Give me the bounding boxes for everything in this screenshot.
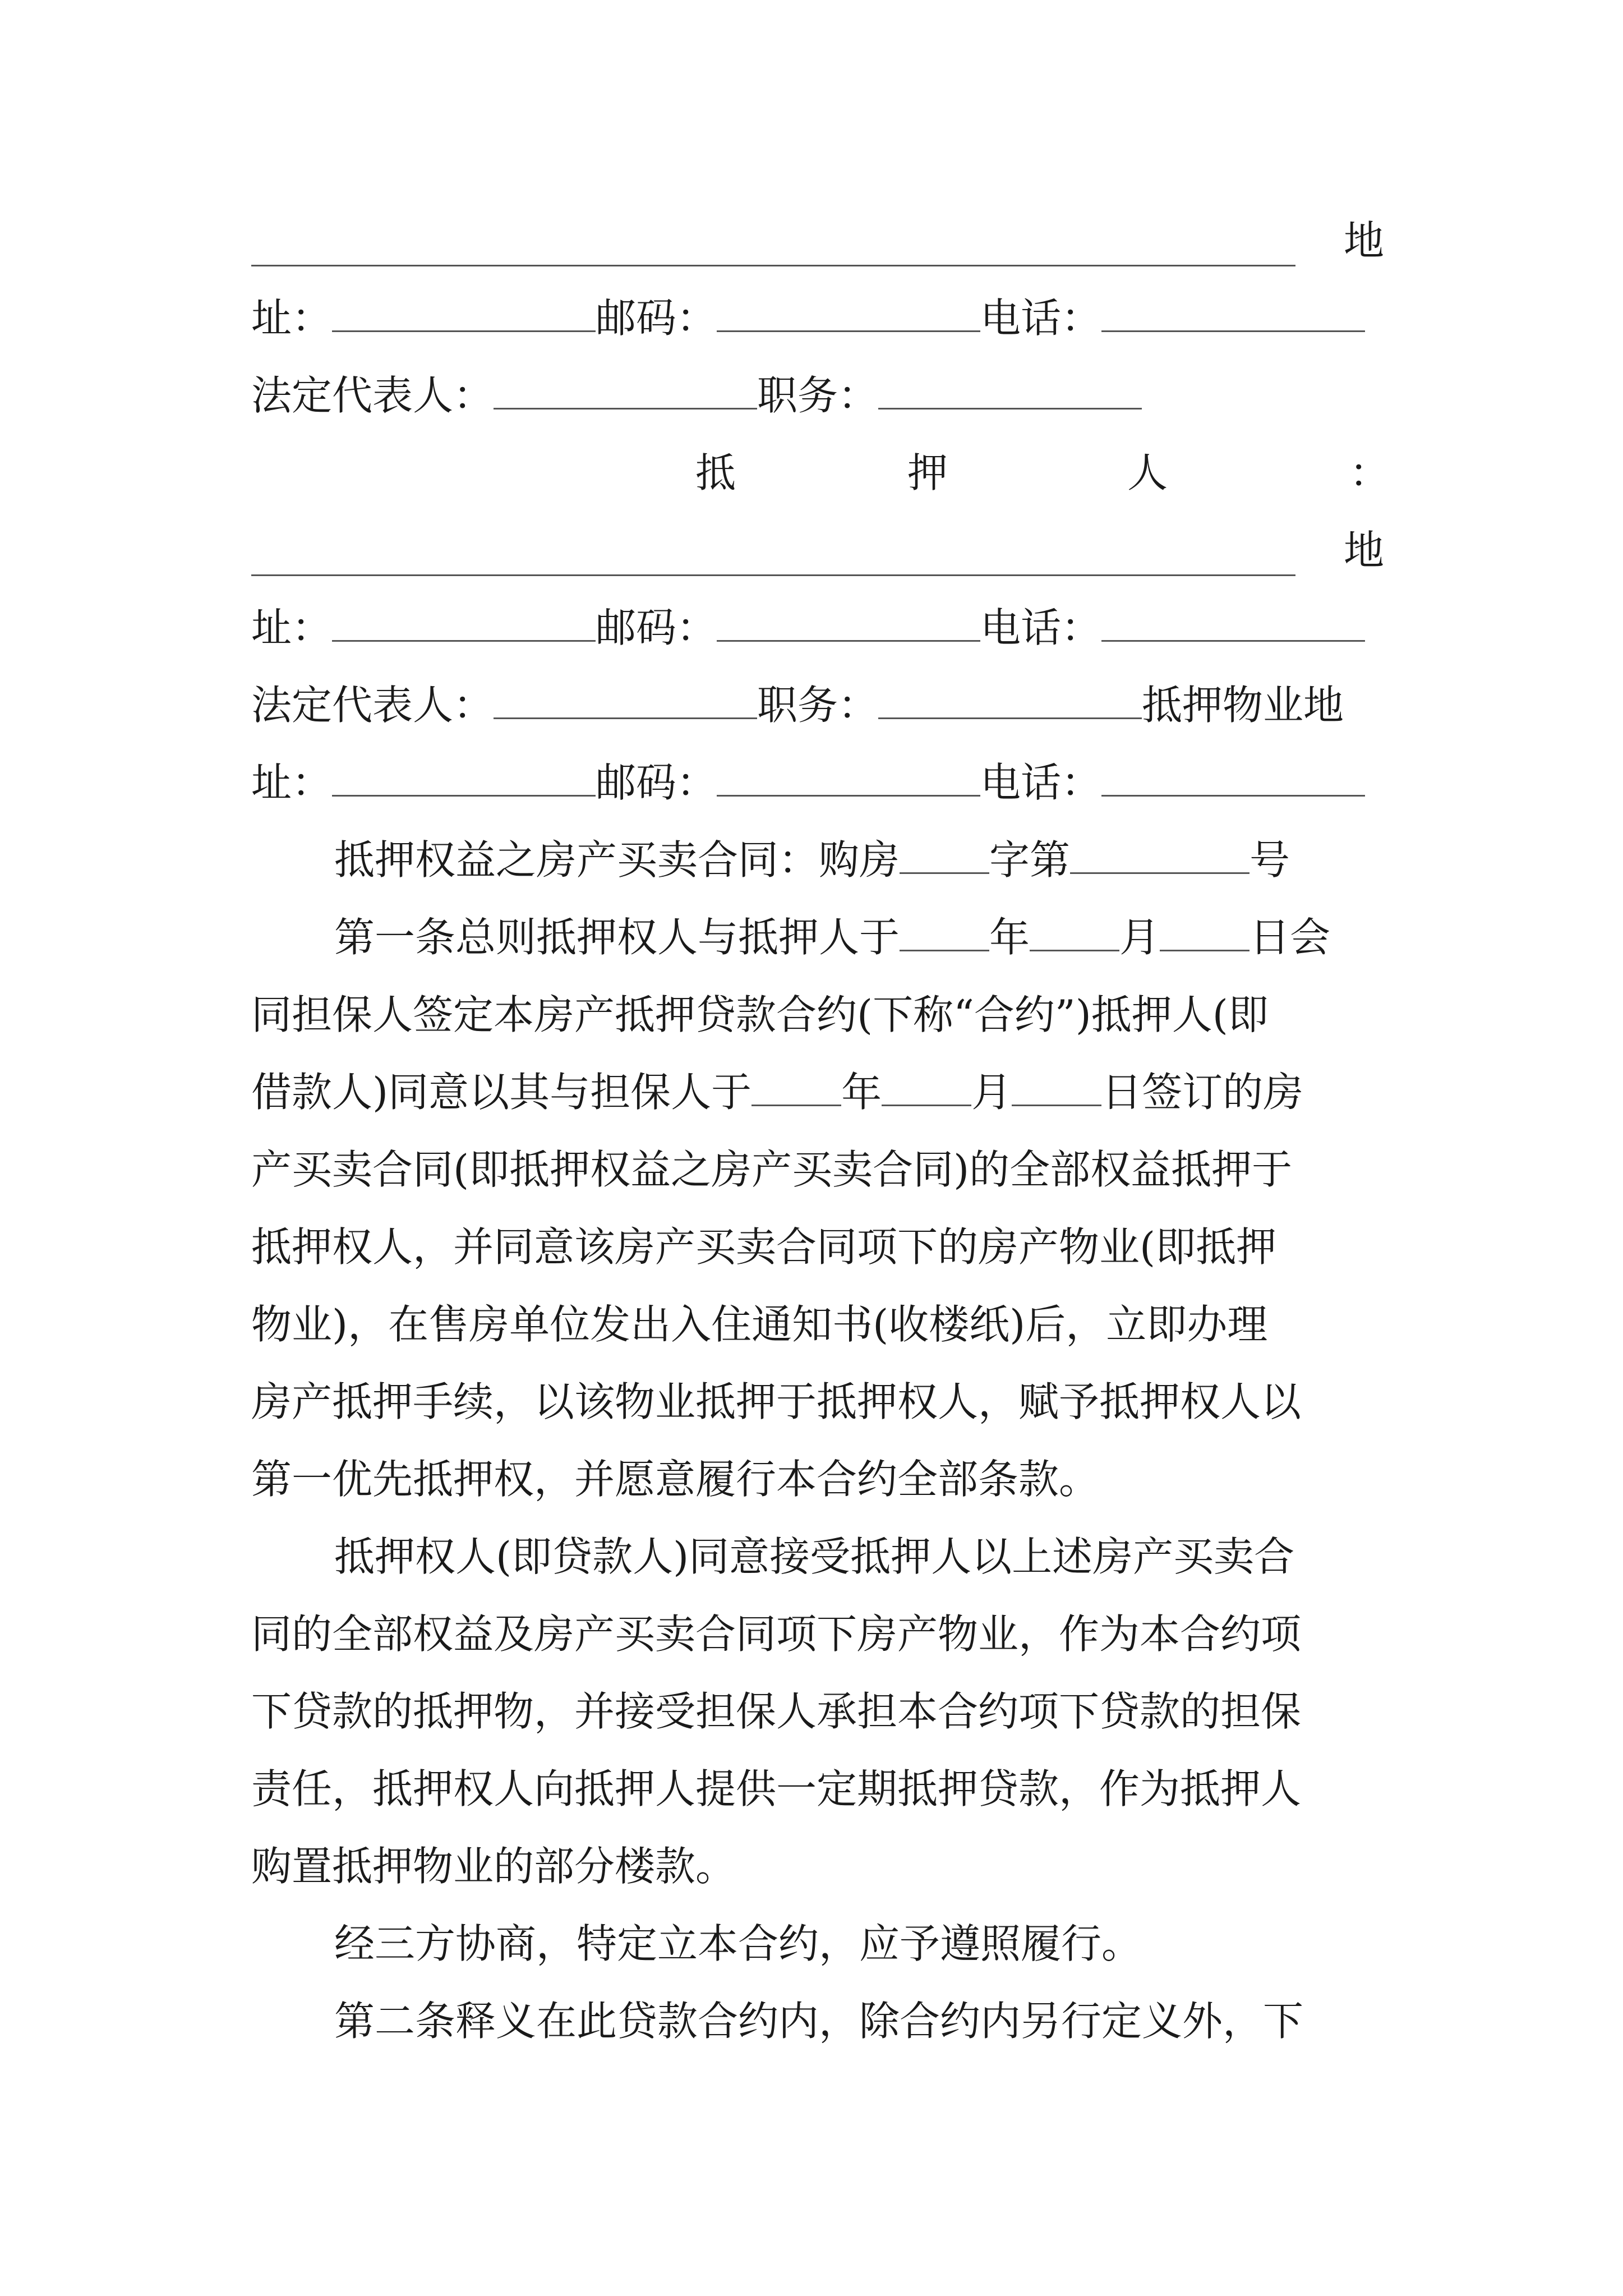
mortgagor-title-char: 抵 — [695, 449, 736, 496]
mortgagor-address-line-1 — [251, 512, 1390, 589]
mortgagor-title-char: 人 — [1127, 449, 1168, 496]
mortgagor-title-char: 押 — [907, 449, 948, 496]
article1-text: 第一条总则抵押权人与抵押人于 — [334, 914, 900, 961]
article1-text: 物业)，在售房单位发出入住通知书(收楼纸)后，立即办理 — [251, 1301, 1268, 1348]
mortgagor-address-postcode-phone-line — [251, 589, 1390, 666]
article1-line-5 — [251, 1208, 1390, 1286]
para2-line-2 — [251, 1595, 1390, 1673]
document-page — [251, 202, 1390, 2060]
year-label: 年 — [841, 1069, 882, 1116]
address-blank[interactable] — [251, 231, 1295, 266]
property-address-label: 抵押物业地 — [1142, 682, 1344, 729]
postcode-field[interactable] — [717, 606, 980, 642]
para2-text: 责任，抵押权人向抵押人提供一定期抵押贷款，作为抵押人 — [251, 1765, 1302, 1812]
contract-ref-prefix: 抵押权益之房产买卖合同：购房 — [334, 836, 900, 884]
para2-text: 购置抵押物业的部分楼款。 — [251, 1843, 736, 1890]
address-label: 址： — [251, 759, 333, 806]
address-line-1 — [251, 202, 1390, 279]
property-phone-field[interactable] — [1101, 761, 1365, 797]
article1-line-2 — [251, 976, 1390, 1053]
year-field[interactable] — [900, 916, 989, 951]
para2-line-4 — [251, 1750, 1390, 1828]
mortgagor-title-char: ： — [1349, 449, 1390, 496]
postcode-field[interactable] — [717, 297, 980, 332]
article2-line-1 — [251, 1982, 1390, 2060]
position-field[interactable] — [878, 684, 1142, 719]
day-field[interactable] — [1160, 916, 1249, 951]
para2-text: 抵押权人(即贷款人)同意接受抵押人以上述房产买卖合 — [334, 1533, 1295, 1580]
para2-line-5 — [251, 1828, 1390, 1905]
postcode-label: 邮码： — [596, 295, 717, 342]
article1-line-7 — [251, 1363, 1390, 1441]
address-label: 址： — [251, 295, 333, 342]
phone-field[interactable] — [1101, 606, 1365, 642]
article1-text: 抵押权人，并同意该房产买卖合同项下的房产物业(即抵押 — [251, 1223, 1277, 1271]
contract-ref-number-field[interactable] — [1070, 839, 1249, 874]
address-label: 址： — [251, 604, 333, 651]
para3-text: 经三方协商，特定立本合约，应予遵照履行。 — [334, 1920, 1142, 1967]
article1-text: 产买卖合同(即抵押权益之房产买卖合同)的全部权益抵押于 — [251, 1146, 1293, 1193]
article1-line-3 — [251, 1053, 1390, 1131]
address-field[interactable] — [332, 606, 596, 642]
phone-label: 电话： — [980, 759, 1102, 806]
article1-text: 房产抵押手续，以该物业抵押于抵押权人，赋予抵押权人以 — [251, 1378, 1302, 1425]
article1-line-4 — [251, 1131, 1390, 1208]
legal-rep-field[interactable] — [494, 374, 757, 409]
article1-text: 借款人)同意以其与担保人于 — [251, 1069, 752, 1116]
month-label: 月 — [971, 1069, 1012, 1116]
phone-label: 电话： — [980, 295, 1102, 342]
postcode-label: 邮码： — [596, 604, 717, 651]
mortgagor-legal-rep-line — [251, 666, 1390, 744]
address-label-char: 地 — [1344, 217, 1385, 264]
article1-text: 同担保人签定本房产抵押贷款合约(下称“合约”)抵押人(即 — [251, 991, 1269, 1038]
position-label: 职务： — [757, 682, 879, 729]
address-label-char: 地 — [1344, 527, 1385, 574]
para2-text: 下贷款的抵押物，并接受担保人承担本合约项下贷款的担保 — [251, 1688, 1302, 1735]
article1-line-1 — [251, 899, 1390, 976]
address-field[interactable] — [332, 297, 596, 332]
position-label: 职务： — [757, 372, 879, 419]
article1-text: 日会 — [1249, 914, 1331, 961]
property-postcode-field[interactable] — [717, 761, 980, 797]
property-address-field[interactable] — [332, 761, 596, 797]
article1-line-8 — [251, 1441, 1390, 1518]
legal-rep-label: 法定代表人： — [251, 682, 494, 729]
month-field[interactable] — [1030, 916, 1119, 951]
legal-rep-label: 法定代表人： — [251, 372, 494, 419]
article1-text: 日签订的房 — [1101, 1069, 1304, 1116]
contract-ref-char-field[interactable] — [900, 839, 989, 874]
para2-line-3 — [251, 1673, 1390, 1750]
month-label: 月 — [1119, 914, 1160, 961]
legal-rep-field[interactable] — [494, 684, 757, 719]
legal-rep-line — [251, 357, 1390, 434]
para2-text: 同的全部权益及房产买卖合同项下房产物业，作为本合约项 — [251, 1611, 1302, 1658]
contract-ref-suffix: 号 — [1249, 836, 1290, 884]
article1-line-6 — [251, 1286, 1390, 1363]
year-field[interactable] — [751, 1071, 841, 1106]
para3-line-1 — [251, 1905, 1390, 1982]
contract-ref-mid: 字第 — [989, 836, 1071, 884]
month-field[interactable] — [882, 1071, 971, 1106]
contract-reference-line — [251, 821, 1390, 899]
mortgagor-title — [251, 434, 1390, 512]
phone-field[interactable] — [1101, 297, 1365, 332]
article2-text: 第二条释义在此贷款合约内，除合约内另行定义外，下 — [334, 1998, 1304, 2045]
postcode-label: 邮码： — [596, 759, 717, 806]
year-label: 年 — [989, 914, 1030, 961]
property-address-postcode-phone-line — [251, 744, 1390, 821]
para2-line-1 — [251, 1518, 1390, 1595]
phone-label: 电话： — [980, 604, 1102, 651]
address-postcode-phone-line — [251, 279, 1390, 357]
mortgagor-address-blank[interactable] — [251, 541, 1295, 576]
position-field[interactable] — [878, 374, 1142, 409]
day-field[interactable] — [1012, 1071, 1101, 1106]
article1-text: 第一优先抵押权，并愿意履行本合约全部条款。 — [251, 1456, 1100, 1503]
